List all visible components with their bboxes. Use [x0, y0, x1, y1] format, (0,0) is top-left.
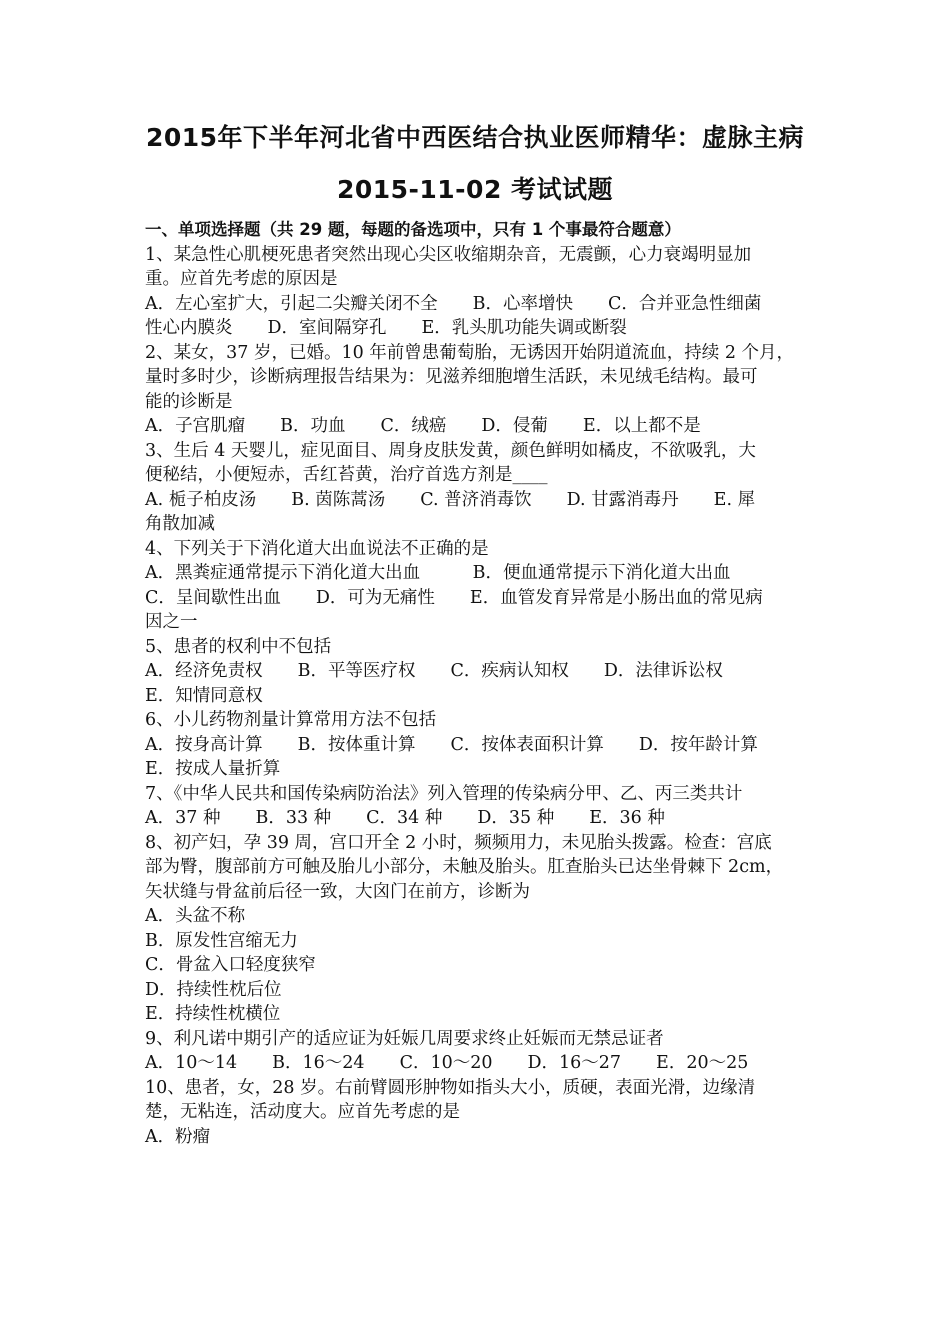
text-line: 10、患者，女，28 岁。右前臂圆形肿物如指头大小，质硬，表面光滑，边缘清	[145, 1077, 756, 1098]
text-line: 量时多时少，诊断病理报告结果为：见滋养细胞增生活跃，未见绒毛结构。最可	[145, 367, 758, 387]
text-line: 重。应首先考虑的原因是	[145, 269, 338, 289]
text-line: A．粉瘤	[145, 1126, 211, 1147]
text-line: A．头盆不称	[145, 906, 246, 926]
text-line: 因之一	[145, 612, 198, 632]
text-line: A．子宫肌瘤 B．功血 C．绒癌 D．侵葡 E．以上都不是	[145, 416, 701, 436]
text-line: 部为臀，腹部前方可触及胎儿小部分，未触及胎头。肛查胎头已达坐骨棘下 2cm，	[145, 857, 784, 877]
text-line: B．原发性宫缩无力	[145, 930, 298, 951]
text-line: 9、利凡诺中期引产的适应证为妊娠几周要求终止妊娠而无禁忌证者	[145, 1028, 664, 1049]
text-line: 3、生后 4 天婴儿，症见面目、周身皮肤发黄，颜色鲜明如橘皮，不欲吸乳，大	[145, 440, 756, 461]
text-line: 楚，无粘连，活动度大。应首先考虑的是	[145, 1102, 460, 1122]
document-title-line-2: 2015-11-02 考试试题	[336, 175, 614, 204]
section-heading: 一、单项选择题（共 29 题，每题的备选项中，只有 1 个事最符合题意）	[145, 220, 681, 239]
text-line: E．知情同意权	[145, 685, 263, 706]
text-line: E．持续性枕横位	[145, 1004, 281, 1024]
text-line: A．10～14 B．16～24 C．10～20 D．16～27 E．20～25	[145, 1053, 749, 1073]
text-line: 矢状缝与骨盆前后径一致，大囟门在前方，诊断为	[145, 881, 530, 902]
text-line: E．按成人量折算	[145, 759, 281, 779]
text-line: 2、某女，37 岁，已婚。10 年前曾患葡萄胎，无诱因开始阴道流血，持续 2 个月，	[145, 342, 795, 363]
text-line: A．37 种 B．33 种 C．34 种 D．35 种 E．36 种	[145, 808, 665, 828]
text-line: 便秘结，小便短赤，舌红苔黄，治疗首选方剂是____	[145, 465, 548, 485]
text-line: A．按身高计算 B．按体重计算 C．按体表面积计算 D．按年龄计算	[145, 734, 758, 755]
text-line: A．经济免责权 B．平等医疗权 C．疾病认知权 D．法律诉讼权	[145, 661, 723, 681]
text-line: 性心内膜炎 D．室间隔穿孔 E．乳头肌功能失调或断裂	[145, 318, 627, 338]
text-line: A．左心室扩大，引起二尖瓣关闭不全 B．心率增快 C．合并亚急性细菌	[145, 293, 762, 314]
text-line: D．持续性枕后位	[145, 979, 282, 1000]
document-title-line-1: 2015年下半年河北省中西医结合执业医师精华：虚脉主病	[145, 123, 805, 152]
text-line: 5、患者的权利中不包括	[145, 636, 332, 657]
text-line: 8、初产妇，孕 39 周，宫口开全 2 小时，频频用力，未见胎头拨露。检查：宫底	[145, 832, 772, 853]
text-line: 能的诊断是	[145, 391, 233, 412]
text-line: C．骨盆入口轻度狭窄	[145, 955, 316, 975]
text-line: 4、下列关于下消化道大出血说法不正确的是	[145, 538, 489, 559]
text-line: A. 栀子柏皮汤 B. 茵陈蒿汤 C. 普济消毒饮 D. 甘露消毒丹 E. 犀	[145, 489, 756, 510]
text-line: 1、某急性心肌梗死患者突然出现心尖区收缩期杂音，无震颤，心力衰竭明显加	[145, 244, 752, 265]
text-line: C．呈间歇性出血 D．可为无痛性 E．血管发育异常是小肠出血的常见病	[145, 587, 763, 608]
text-line: 6、小儿药物剂量计算常用方法不包括	[145, 710, 437, 730]
text-line: 7、《中华人民共和国传染病防治法》列入管理的传染病分甲、乙、丙三类共计	[145, 783, 743, 804]
text-line: A．黑粪症通常提示下消化道大出血 B．便血通常提示下消化道大出血	[145, 563, 731, 583]
text-line: 角散加减	[145, 514, 215, 534]
document-body	[145, 218, 815, 1149]
